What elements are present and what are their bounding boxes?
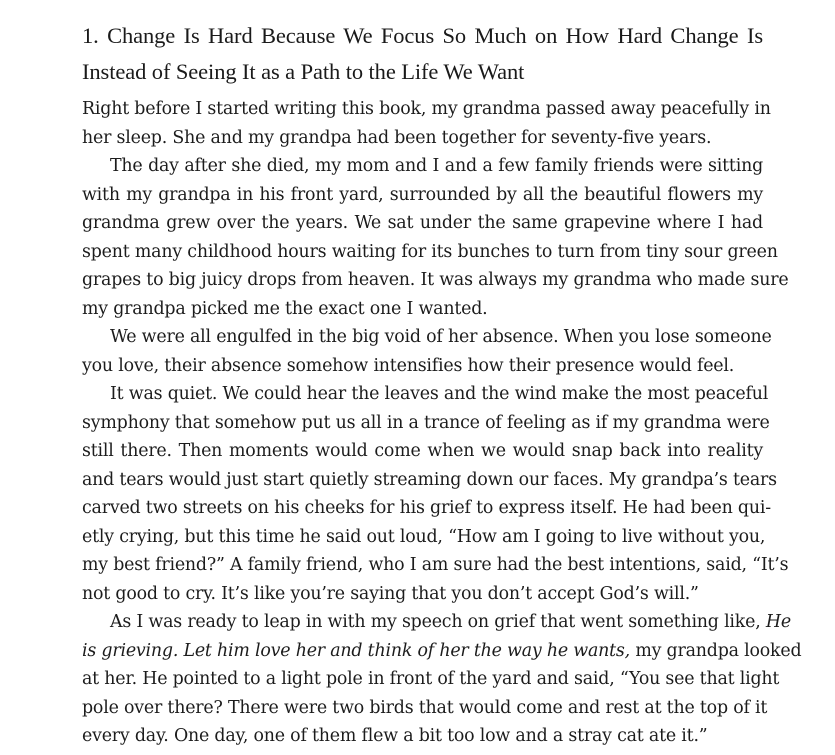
text-line: It was quiet. We could hear the leaves and the wind make the most peaceful [110,384,769,404]
text-line: The day after she died, my mom and I and a few family friends were sitting [110,156,763,176]
text-line: pole over there? There were two birds that would come and rest at the top of it [82,697,768,718]
text-line: at her. He pointed to a light pole in front of the yard and said, “You see that light [82,669,780,689]
text-line: symphony that somehow put us all in a trance of feeling as if my grandma were [82,412,770,433]
text-line: Right before I started writing this book, my grandma passed away peacefully in [82,99,771,119]
text-line: and tears would just start quietly streaming down our faces. My grandpa’s tears [82,469,777,490]
italic-text: is grieving. Let him love her and think of her the way he wants, [82,640,630,661]
text-line: still there. Then moments would come when we would snap back into reality [82,441,763,461]
paragraph-3 [82,323,772,380]
text-line [82,608,791,637]
text-line: spent many childhood hours waiting for its bunches to turn from tiny sour green [82,241,778,262]
italic-text: He [765,612,791,632]
text-line: her sleep. She and my grandpa had been together for seventy-five years. [82,127,712,148]
text-line: my best friend?” A family friend, who I am sure had the best intentions, said, “It’s [82,555,789,575]
chapter-heading-line-1: 1. Change Is Hard Because We Focus So Much on How Hard Change Is [82,23,763,48]
text-line: carved two streets on his cheeks for his grief to express itself. He had been qui- [82,498,771,518]
paragraph-1 [82,95,771,152]
text-line: We were all engulfed in the big void of her absence. When you lose someone [110,327,772,347]
text-line: grandma grew over the years. We sat under the same grapevine where I had [82,213,763,233]
text-line: with my grandpa in his front yard, surrounded by all the beautiful flowers my [82,184,763,205]
text-line: etly crying, but this time he said out loud, “How am I going to live without you, [82,526,766,547]
paragraph-4 [82,380,789,608]
text-line: not good to cry. It’s like you’re saying that you don’t accept God’s will.” [82,583,699,604]
chapter-heading-line-2: Instead of Seeing It as a Path to the Life We Want [82,59,525,84]
chapter-heading [82,18,763,90]
text-line: every day. One day, one of them flew a bit too low and a stray cat ate it.” [82,726,708,746]
text-run: my grandpa looked [635,640,802,661]
text-line: you love, their absence somehow intensifies how their presence would feel. [82,355,735,376]
paragraph-2 [82,152,789,323]
body-text [82,95,802,751]
paragraph-5 [82,608,802,751]
text-line: grapes to big juicy drops from heaven. It was always my grandma who made sure [82,270,789,290]
book-page [82,18,802,751]
text-run: As I was ready to leap in with my speech on grief that went something like, [110,612,761,632]
text-line [82,637,802,666]
text-line: my grandpa picked me the exact one I wanted. [82,298,488,319]
